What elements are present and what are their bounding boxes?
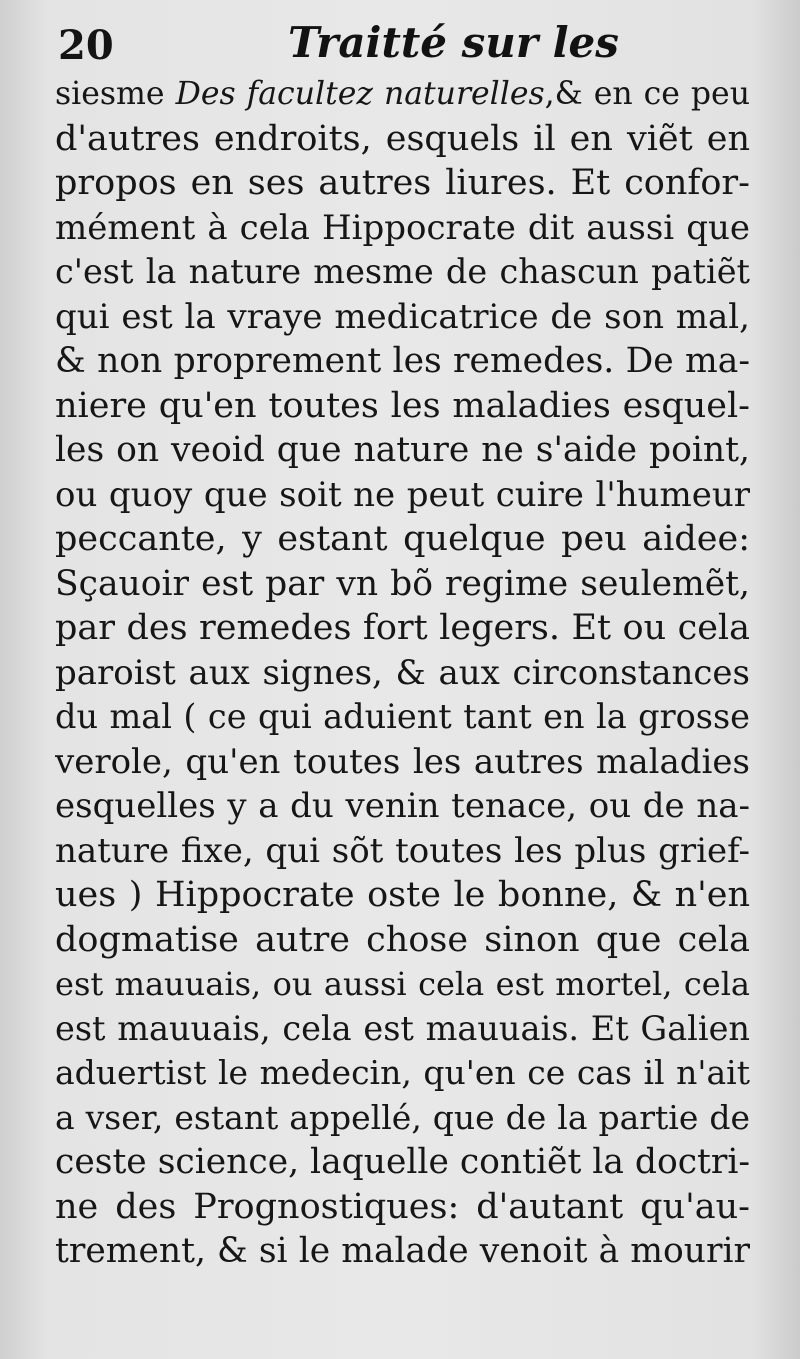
body-text [55,72,750,1274]
text-line: trement, & si le malade venoit à mourir [55,1231,750,1271]
text-line [55,72,750,117]
text-line: est mauuais, cela est mauuais. Et Galien [55,1008,750,1048]
text-line: paroist aux signes, & aux circonstances [55,652,750,693]
text-line: ues ) Hippocrate oste le bonne, & n'en [55,875,750,915]
text-line: du mal ( ce qui aduient tant en la grosse [55,697,750,736]
page-header [58,14,758,76]
italic-book-title: Des facultez naturelles [175,76,545,112]
text-line: mément à cela Hippocrate dit aussi que [55,207,750,248]
text-line: peccante, y estant quelque peu aidee: [55,519,750,559]
text-line: dogmatise autre chose sinon que cela [55,919,750,960]
text-line: a vser, estant appellé, que de la partie de [55,1097,750,1137]
text-line: est mauuais, ou aussi cela est mortel, cela [55,965,750,1003]
text-line: ceste science, laquelle contiẽt la doctri- [55,1142,750,1182]
text-line: propos en ses autres liures. Et confor- [55,163,750,203]
page-number: 20 [58,22,114,69]
text-line: ou quoy que soit ne peut cuire l'humeur [55,474,750,515]
text-line: & non proprement les remedes. De ma- [55,341,750,381]
text-line: par des remedes fort legers. Et ou cela [55,608,750,648]
text-line: d'autres endroits, esquels il en viẽt en [55,118,750,159]
text-line: ne des Prognostiques: d'autant qu'au- [55,1186,750,1227]
text-line: verole, qu'en toutes les autres maladies [55,741,750,782]
text-segment: siesme [55,76,176,112]
text-segment: ,& en ce peu [544,76,750,112]
text-line: Sçauoir est par vn bõ regime seulemẽt, [55,563,750,604]
text-line: qui est la vraye medicatrice de son mal, [55,296,750,337]
running-title: Traitté sur les [288,18,619,67]
text-line: les on veoid que nature ne s'aide point, [55,430,750,470]
text-line: nature fixe, qui sõt toutes les plus grief- [55,830,750,871]
text-line: niere qu'en toutes les maladies esquel- [55,385,750,426]
text-line: esquelles y a du venin tenace, ou de na- [55,786,750,826]
text-line: c'est la nature mesme de chascun patiẽt [55,252,750,291]
text-line: aduertist le medecin, qu'en ce cas il n'ait [55,1053,750,1092]
